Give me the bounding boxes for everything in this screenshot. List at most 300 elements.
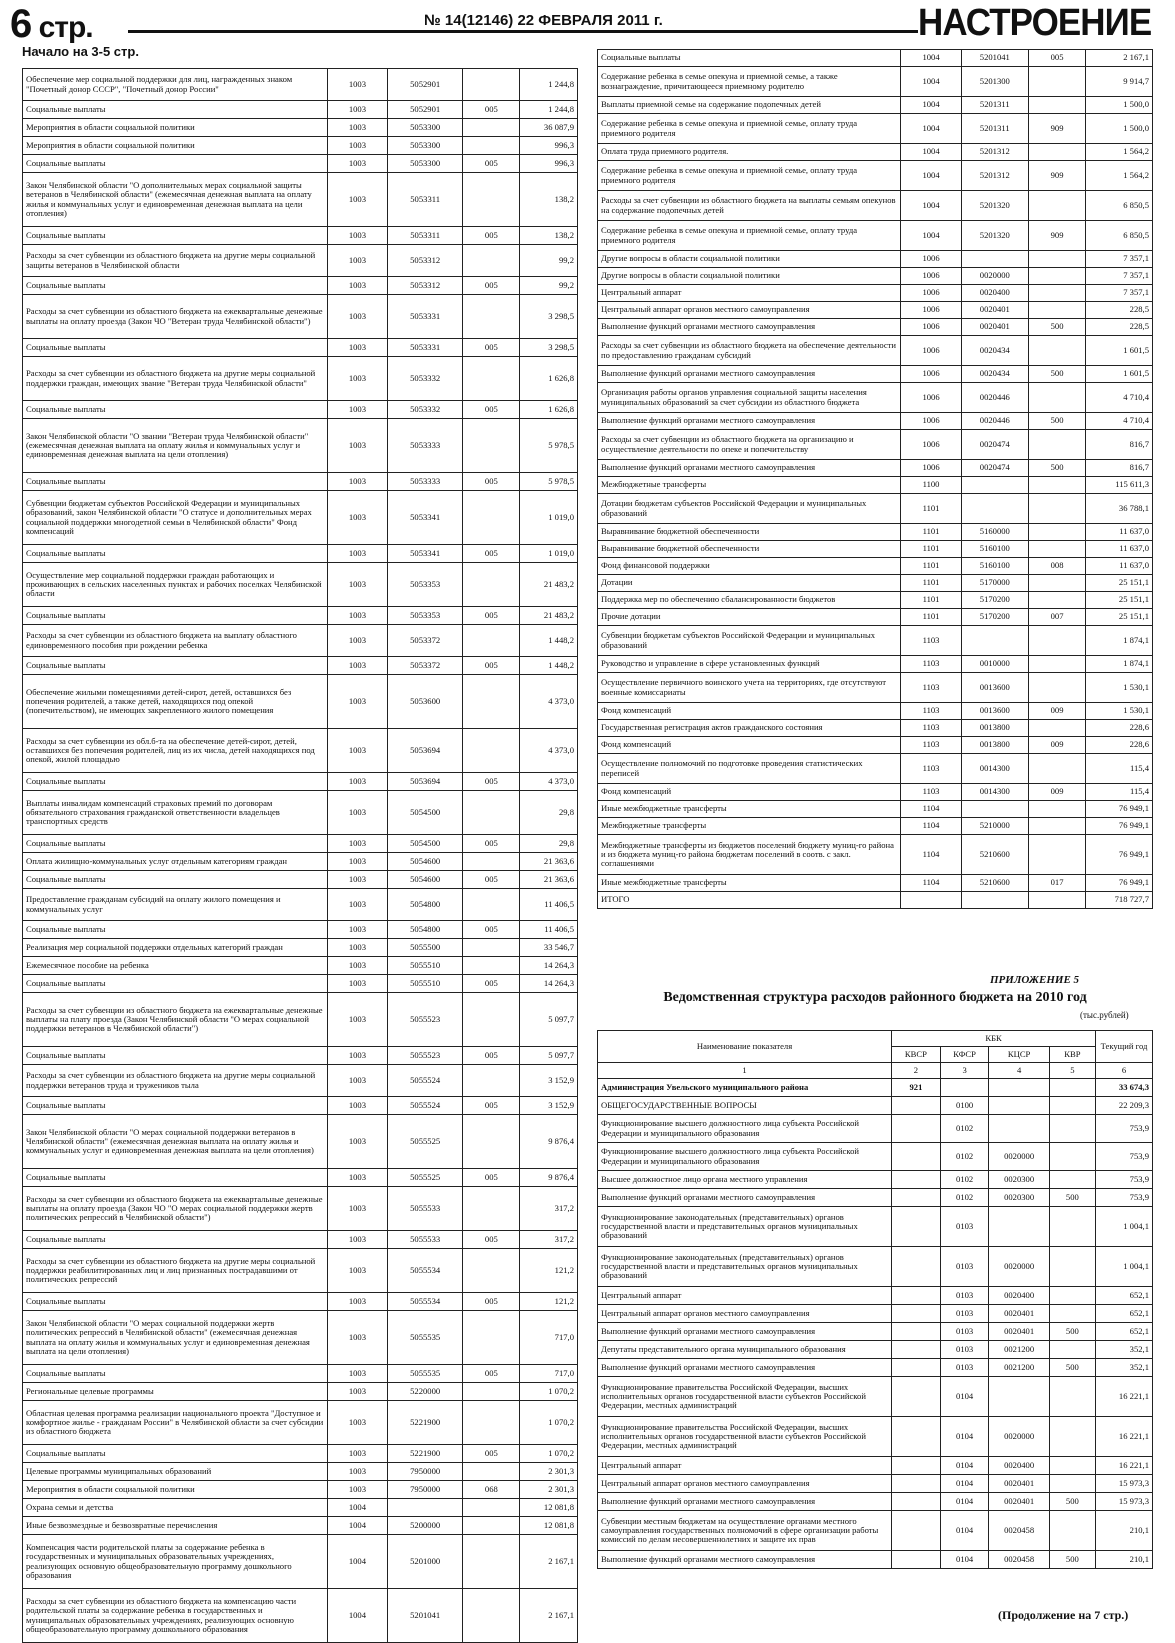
table-row	[23, 563, 578, 607]
table-row	[23, 889, 578, 921]
table-row	[598, 875, 1153, 892]
row-section: 1004	[327, 1589, 387, 1643]
row-kvr	[1049, 1079, 1095, 1097]
row-section: 1003	[327, 295, 387, 339]
row-expense-type: 500	[1029, 319, 1086, 336]
row-expense-type	[1029, 268, 1086, 285]
row-name: Предоставление гражданам субсидий на оплату жилого помещения и коммунальных услуг	[23, 889, 328, 921]
row-section: 1003	[327, 173, 387, 227]
table-row	[598, 673, 1153, 703]
row-target-code: 5053694	[388, 729, 463, 773]
row-amount: 4 373,0	[520, 729, 578, 773]
row-expense-type	[463, 357, 520, 401]
row-kfsr: 0103	[940, 1305, 989, 1323]
row-name: Охрана семьи и детства	[23, 1499, 328, 1517]
row-section: 1101	[901, 592, 961, 609]
row-section: 1003	[327, 1187, 387, 1231]
table-row	[598, 67, 1153, 97]
col-num: 3	[940, 1063, 989, 1079]
table-row	[23, 993, 578, 1047]
row-expense-type	[1029, 801, 1086, 818]
row-kcsr: 0021200	[989, 1341, 1049, 1359]
table-row	[598, 319, 1153, 336]
row-target-code	[961, 477, 1028, 494]
row-section: 1003	[327, 119, 387, 137]
table-row	[598, 494, 1153, 524]
row-target-code: 5200000	[388, 1517, 463, 1535]
table-row	[23, 1499, 578, 1517]
row-name: Социальные выплаты	[23, 657, 328, 675]
row-expense-type	[1029, 892, 1086, 909]
row-name: Фонд компенсаций	[598, 784, 901, 801]
row-expense-type: 005	[463, 1231, 520, 1249]
row-section: 1003	[327, 1463, 387, 1481]
row-amount: 36 087,9	[520, 119, 578, 137]
row-kcsr: 0020401	[989, 1305, 1049, 1323]
row-section: 1003	[327, 137, 387, 155]
row-amount: 7 357,1	[1086, 251, 1153, 268]
row-amount: 99,2	[520, 245, 578, 277]
table-row	[598, 191, 1153, 221]
row-section: 1003	[327, 853, 387, 871]
row-name: Социальные выплаты	[23, 277, 328, 295]
table-row	[23, 607, 578, 625]
row-name: Социальные выплаты	[23, 101, 328, 119]
row-expense-type: 005	[463, 1293, 520, 1311]
row-section: 1104	[901, 835, 961, 875]
row-name: Функционирование высшего должностного лица субъекта Российской Федерации и муниципального образования	[598, 1143, 892, 1171]
row-name: Прочие дотации	[598, 609, 901, 626]
row-amount: 11 406,5	[520, 889, 578, 921]
row-target-code: 5055533	[388, 1187, 463, 1231]
row-amount: 317,2	[520, 1187, 578, 1231]
row-section: 1003	[327, 1383, 387, 1401]
row-target-code: 5201000	[388, 1535, 463, 1589]
row-section: 1104	[901, 801, 961, 818]
row-section: 1003	[327, 227, 387, 245]
row-amount: 76 949,1	[1086, 818, 1153, 835]
row-amount: 138,2	[520, 227, 578, 245]
row-section: 1006	[901, 268, 961, 285]
row-expense-type: 005	[463, 1445, 520, 1463]
table-row	[23, 957, 578, 975]
table-row	[23, 1535, 578, 1589]
row-kfsr: 0104	[940, 1457, 989, 1475]
col-num: 5	[1049, 1063, 1095, 1079]
row-amount: 1 019,0	[520, 491, 578, 545]
row-target-code: 5053341	[388, 491, 463, 545]
row-name: Расходы за счет субвенции из областного бюджета на выплаты семьям опекунов на содержание подопечных детей	[598, 191, 901, 221]
left-budget-table	[22, 68, 578, 1643]
row-kcsr: 0020458	[989, 1511, 1049, 1551]
row-name: Функционирование правительства Российской Федерации, высших исполнительных органов государственной власти субъектов Российской Федерации, местных администраций	[598, 1377, 892, 1417]
row-expense-type: 005	[463, 975, 520, 993]
row-amount: 21 363,6	[520, 853, 578, 871]
row-section: 1003	[327, 245, 387, 277]
row-expense-type	[463, 675, 520, 729]
row-name: Содержание ребенка в семье опекуна и приемной семье, а также вознаграждение, причитающееся приемному родителю	[598, 67, 901, 97]
row-name: Выполнение функций органами местного самоуправления	[598, 1189, 892, 1207]
row-expense-type	[1029, 477, 1086, 494]
row-name: Центральный аппарат	[598, 285, 901, 302]
row-section: 1003	[327, 921, 387, 939]
table-row	[598, 818, 1153, 835]
row-amount: 210,1	[1096, 1551, 1153, 1569]
row-name: Функционирование высшего должностного лица субъекта Российской Федерации и муниципального образования	[598, 1115, 892, 1143]
table-row	[598, 366, 1153, 383]
row-kvr	[1049, 1143, 1095, 1171]
row-expense-type: 005	[463, 607, 520, 625]
row-kcsr	[989, 1115, 1049, 1143]
row-expense-type	[463, 295, 520, 339]
row-amount: 9 914,7	[1086, 67, 1153, 97]
row-section: 1103	[901, 784, 961, 801]
table-row	[23, 1293, 578, 1311]
row-name: Целевые программы муниципальных образований	[23, 1463, 328, 1481]
row-section: 1101	[901, 541, 961, 558]
row-target-code: 5053341	[388, 545, 463, 563]
row-amount: 5 978,5	[520, 473, 578, 491]
row-expense-type	[1029, 541, 1086, 558]
row-section: 1003	[327, 545, 387, 563]
row-name: Центральный аппарат органов местного самоуправления	[598, 1475, 892, 1493]
row-kvsr	[892, 1171, 941, 1189]
row-expense-type: 005	[1029, 50, 1086, 67]
row-section: 1003	[327, 401, 387, 419]
appendix-table	[597, 1030, 1153, 1569]
row-target-code: 5201320	[961, 191, 1028, 221]
row-name: Администрация Увельского муниципального района	[598, 1079, 892, 1097]
continuation-note: Начало на 3-5 стр.	[22, 44, 139, 59]
row-name: Осуществление полномочий по подготовке проведения статистических переписей	[598, 754, 901, 784]
row-name: Выполнение функций органами местного самоуправления	[598, 413, 901, 430]
table-row	[23, 675, 578, 729]
row-expense-type: 005	[463, 657, 520, 675]
row-name: Выполнение функций органами местного самоуправления	[598, 366, 901, 383]
row-expense-type: 909	[1029, 114, 1086, 144]
row-kfsr: 0102	[940, 1143, 989, 1171]
table-row	[23, 357, 578, 401]
row-target-code: 5053331	[388, 295, 463, 339]
row-name: Обеспечение жилыми помещениями детей-сирот, детей, оставшихся без попечения родителей, а также детей, находящихся под опекой (попечительством), не имеющих закрепленного жилого помещения	[23, 675, 328, 729]
row-expense-type	[1029, 835, 1086, 875]
row-target-code: 0020434	[961, 336, 1028, 366]
row-expense-type	[1029, 302, 1086, 319]
row-target-code: 5055535	[388, 1311, 463, 1365]
row-target-code: 5170000	[961, 575, 1028, 592]
row-expense-type: 009	[1029, 737, 1086, 754]
table-row	[598, 50, 1153, 67]
row-target-code: 0013800	[961, 737, 1028, 754]
table-row	[598, 1287, 1153, 1305]
row-name: Социальные выплаты	[598, 50, 901, 67]
row-section: 1103	[901, 754, 961, 784]
row-amount: 12 081,8	[520, 1499, 578, 1517]
col-num: 2	[892, 1063, 941, 1079]
row-target-code: 5055500	[388, 939, 463, 957]
row-target-code: 0020401	[961, 302, 1028, 319]
row-name: Расходы за счет субвенции из обл.б-та на обеспечение детей-сирот, детей, оставшихся без попечения родителей, лиц из их числа, детей находящихся под опекой, жилой площадью	[23, 729, 328, 773]
row-kcsr: 0020401	[989, 1475, 1049, 1493]
table-row	[598, 251, 1153, 268]
row-target-code: 5055510	[388, 975, 463, 993]
row-name: Социальные выплаты	[23, 545, 328, 563]
row-name: Региональные целевые программы	[23, 1383, 328, 1401]
row-amount: 2 167,1	[520, 1589, 578, 1643]
table-row	[598, 460, 1153, 477]
row-amount: 76 949,1	[1086, 801, 1153, 818]
table-row	[23, 401, 578, 419]
table-row	[598, 784, 1153, 801]
table-row	[23, 1047, 578, 1065]
row-expense-type	[463, 939, 520, 957]
row-amount: 1 874,1	[1086, 656, 1153, 673]
row-target-code: 5170200	[961, 609, 1028, 626]
row-target-code: 0014300	[961, 784, 1028, 801]
row-amount: 25 151,1	[1086, 575, 1153, 592]
table-row	[598, 302, 1153, 319]
row-kvr: 500	[1049, 1493, 1095, 1511]
row-section: 1004	[901, 144, 961, 161]
row-name: Государственная регистрация актов гражданского состояния	[598, 720, 901, 737]
row-target-code	[961, 801, 1028, 818]
row-name: Выполнение функций органами местного самоуправления	[598, 1493, 892, 1511]
row-name: Руководство и управление в сфере установленных функций	[598, 656, 901, 673]
row-name: Закон Челябинской области "О мерах социальной поддержки жертв политических репрессий в Челябинской области" (ежемесячная денежная выплата на оплату жилья и коммунальных услуг и единовременная денежная выплата на цели отопления)	[23, 1311, 328, 1365]
row-amount: 16 221,1	[1096, 1457, 1153, 1475]
row-amount: 717,0	[520, 1365, 578, 1383]
row-target-code: 5053311	[388, 173, 463, 227]
row-amount: 3 152,9	[520, 1097, 578, 1115]
row-target-code	[961, 626, 1028, 656]
row-section: 1003	[327, 1097, 387, 1115]
row-name: Социальные выплаты	[23, 1293, 328, 1311]
row-section: 1100	[901, 477, 961, 494]
row-target-code: 0020474	[961, 460, 1028, 477]
row-expense-type: 500	[1029, 460, 1086, 477]
row-kvsr	[892, 1551, 941, 1569]
row-target-code: 5170200	[961, 592, 1028, 609]
row-target-code: 5055523	[388, 1047, 463, 1065]
table-row	[23, 1249, 578, 1293]
row-amount: 33 546,7	[520, 939, 578, 957]
row-amount: 210,1	[1096, 1511, 1153, 1551]
row-section: 1103	[901, 673, 961, 703]
row-name: Выравнивание бюджетной обеспеченности	[598, 524, 901, 541]
row-section: 1003	[327, 675, 387, 729]
row-kcsr: 0020000	[989, 1247, 1049, 1287]
row-target-code: 5160100	[961, 541, 1028, 558]
table-row	[598, 161, 1153, 191]
row-expense-type	[1029, 673, 1086, 703]
table-row	[23, 975, 578, 993]
row-amount: 6 850,5	[1086, 191, 1153, 221]
row-name: Дотации бюджетам субъектов Российской Федерации и муниципальных образований	[598, 494, 901, 524]
row-amount: 1 601,5	[1086, 336, 1153, 366]
row-expense-type	[463, 491, 520, 545]
row-name: Закон Челябинской области "О мерах социальной поддержки ветеранов в Челябинской области" (ежемесячная денежная выплата на оплату жилья и коммунальных услуг и единовременная денежная выплата на цели отопления)	[23, 1115, 328, 1169]
row-name: Фонд компенсаций	[598, 737, 901, 754]
row-target-code: 5054800	[388, 921, 463, 939]
row-target-code: 0020401	[961, 319, 1028, 336]
row-name: Расходы за счет субвенции из областного бюджета на компенсацию части родительской платы за содержание ребенка в государственных и муниципальных образовательных учреждениях, реализующих основную общеобразовательную программу дошкольного образования	[23, 1589, 328, 1643]
row-name: Социальные выплаты	[23, 1445, 328, 1463]
row-target-code: 5055534	[388, 1293, 463, 1311]
row-target-code: 5053332	[388, 401, 463, 419]
row-kfsr: 0102	[940, 1115, 989, 1143]
row-expense-type	[463, 1535, 520, 1589]
row-name: Фонд компенсаций	[598, 703, 901, 720]
row-target-code: 5221900	[388, 1401, 463, 1445]
row-target-code: 0013800	[961, 720, 1028, 737]
row-name: Содержание ребенка в семье опекуна и приемной семье, оплату труда приемного родителя	[598, 161, 901, 191]
table-row	[23, 1445, 578, 1463]
table-row	[23, 657, 578, 675]
row-target-code: 5160100	[961, 558, 1028, 575]
row-target-code: 5053300	[388, 137, 463, 155]
row-section: 1006	[901, 336, 961, 366]
row-section: 1103	[901, 626, 961, 656]
table-row	[23, 339, 578, 357]
table-row	[598, 609, 1153, 626]
row-amount: 1 070,2	[520, 1445, 578, 1463]
row-amount: 352,1	[1096, 1341, 1153, 1359]
row-amount: 3 152,9	[520, 1065, 578, 1097]
row-section: 1004	[901, 161, 961, 191]
row-target-code: 5052901	[388, 69, 463, 101]
units-note: (тыс.рублей)	[1080, 1010, 1129, 1020]
row-section: 1003	[327, 975, 387, 993]
row-kvr: 500	[1049, 1359, 1095, 1377]
row-kcsr: 0020400	[989, 1287, 1049, 1305]
row-amount: 7 357,1	[1086, 268, 1153, 285]
table-row	[23, 835, 578, 853]
row-name: Социальные выплаты	[23, 835, 328, 853]
row-name: Расходы за счет субвенции из областного бюджета на другие меры социальной поддержки ветеранов труда и тружеников тыла	[23, 1065, 328, 1097]
row-expense-type	[1029, 67, 1086, 97]
row-amount: 1 601,5	[1086, 366, 1153, 383]
row-kvsr	[892, 1287, 941, 1305]
row-target-code: 5055535	[388, 1365, 463, 1383]
row-target-code	[961, 892, 1028, 909]
row-amount: 1 530,1	[1086, 703, 1153, 720]
row-kfsr: 0104	[940, 1551, 989, 1569]
row-name: Субвенции бюджетам субъектов Российской Федерации и муниципальных образований	[598, 626, 901, 656]
row-section: 1003	[327, 101, 387, 119]
row-expense-type	[1029, 191, 1086, 221]
row-kvr	[1049, 1511, 1095, 1551]
row-target-code: 0020000	[961, 268, 1028, 285]
row-amount: 99,2	[520, 277, 578, 295]
row-expense-type: 005	[463, 227, 520, 245]
row-target-code: 5055534	[388, 1249, 463, 1293]
row-kvr	[1049, 1115, 1095, 1143]
row-name: Социальные выплаты	[23, 921, 328, 939]
row-section: 1003	[327, 419, 387, 473]
row-target-code: 5055510	[388, 957, 463, 975]
row-name: Осуществление первичного воинского учета на территориях, где отсутствуют военные комиссариаты	[598, 673, 901, 703]
row-kcsr: 0020458	[989, 1551, 1049, 1569]
table-row	[598, 285, 1153, 302]
table-row	[598, 1417, 1153, 1457]
row-name: Социальные выплаты	[23, 975, 328, 993]
row-name: Выполнение функций органами местного самоуправления	[598, 1323, 892, 1341]
row-expense-type	[463, 119, 520, 137]
row-amount: 2 301,3	[520, 1463, 578, 1481]
row-amount: 2 301,3	[520, 1481, 578, 1499]
row-kvsr: 921	[892, 1079, 941, 1097]
row-name: Субвенции местным бюджетам на осуществление органами местного самоуправления государственных полномочий в сфере организации работы комиссий по делам несовершеннолетних и защите их прав	[598, 1511, 892, 1551]
row-expense-type: 008	[1029, 558, 1086, 575]
row-section: 1003	[327, 1249, 387, 1293]
row-expense-type	[1029, 656, 1086, 673]
row-name: Выполнение функций органами местного самоуправления	[598, 460, 901, 477]
row-name: Реализация мер социальной поддержки отдельных категорий граждан	[23, 939, 328, 957]
row-amount: 11 637,0	[1086, 558, 1153, 575]
row-section: 1103	[901, 720, 961, 737]
table-row	[23, 137, 578, 155]
row-kfsr	[940, 1079, 989, 1097]
row-kvsr	[892, 1305, 941, 1323]
row-name: Центральный аппарат органов местного самоуправления	[598, 1305, 892, 1323]
table-row	[23, 1115, 578, 1169]
row-kcsr: 0020300	[989, 1189, 1049, 1207]
row-section: 1003	[327, 791, 387, 835]
table-row	[23, 853, 578, 871]
row-amount: 317,2	[520, 1231, 578, 1249]
table-row	[23, 277, 578, 295]
row-name: Социальные выплаты	[23, 1169, 328, 1187]
row-section: 1006	[901, 413, 961, 430]
row-kvsr	[892, 1493, 941, 1511]
row-expense-type: 005	[463, 921, 520, 939]
row-kvr	[1049, 1475, 1095, 1493]
row-kcsr	[989, 1377, 1049, 1417]
row-section: 1103	[901, 656, 961, 673]
row-kvsr	[892, 1115, 941, 1143]
table-row	[23, 871, 578, 889]
row-target-code: 5054600	[388, 853, 463, 871]
row-target-code: 5054500	[388, 835, 463, 853]
row-kvsr	[892, 1143, 941, 1171]
row-name: Закон Челябинской области "О дополнительных мерах социальной защиты ветеранов в Челябинской области" (ежемесячная денежная выплата на оплату жилья и коммунальных услуг и единовременная денежная выплата на цели отопления)	[23, 173, 328, 227]
row-amount: 352,1	[1096, 1359, 1153, 1377]
row-target-code: 0020474	[961, 430, 1028, 460]
row-expense-type	[1029, 575, 1086, 592]
row-amount: 121,2	[520, 1293, 578, 1311]
row-amount: 21 483,2	[520, 607, 578, 625]
table-row	[23, 1065, 578, 1097]
row-amount: 996,3	[520, 137, 578, 155]
row-amount: 1 530,1	[1086, 673, 1153, 703]
row-section: 1004	[901, 67, 961, 97]
row-target-code: 5201312	[961, 161, 1028, 191]
table-row	[598, 1457, 1153, 1475]
row-target-code: 5201311	[961, 114, 1028, 144]
row-expense-type: 005	[463, 473, 520, 491]
row-amount: 21 363,6	[520, 871, 578, 889]
row-target-code: 5201041	[388, 1589, 463, 1643]
row-expense-type: 909	[1029, 221, 1086, 251]
table-row	[23, 155, 578, 173]
row-kvsr	[892, 1247, 941, 1287]
row-kvr	[1049, 1287, 1095, 1305]
row-name: Социальные выплаты	[23, 1365, 328, 1383]
row-amount: 22 209,3	[1096, 1097, 1153, 1115]
row-name: Содержание ребенка в семье опекуна и приемной семье, оплату труда приемного родителя	[598, 221, 901, 251]
issue-info: № 14(12146) 22 ФЕВРАЛЯ 2011 г.	[418, 12, 669, 29]
row-amount: 29,8	[520, 791, 578, 835]
